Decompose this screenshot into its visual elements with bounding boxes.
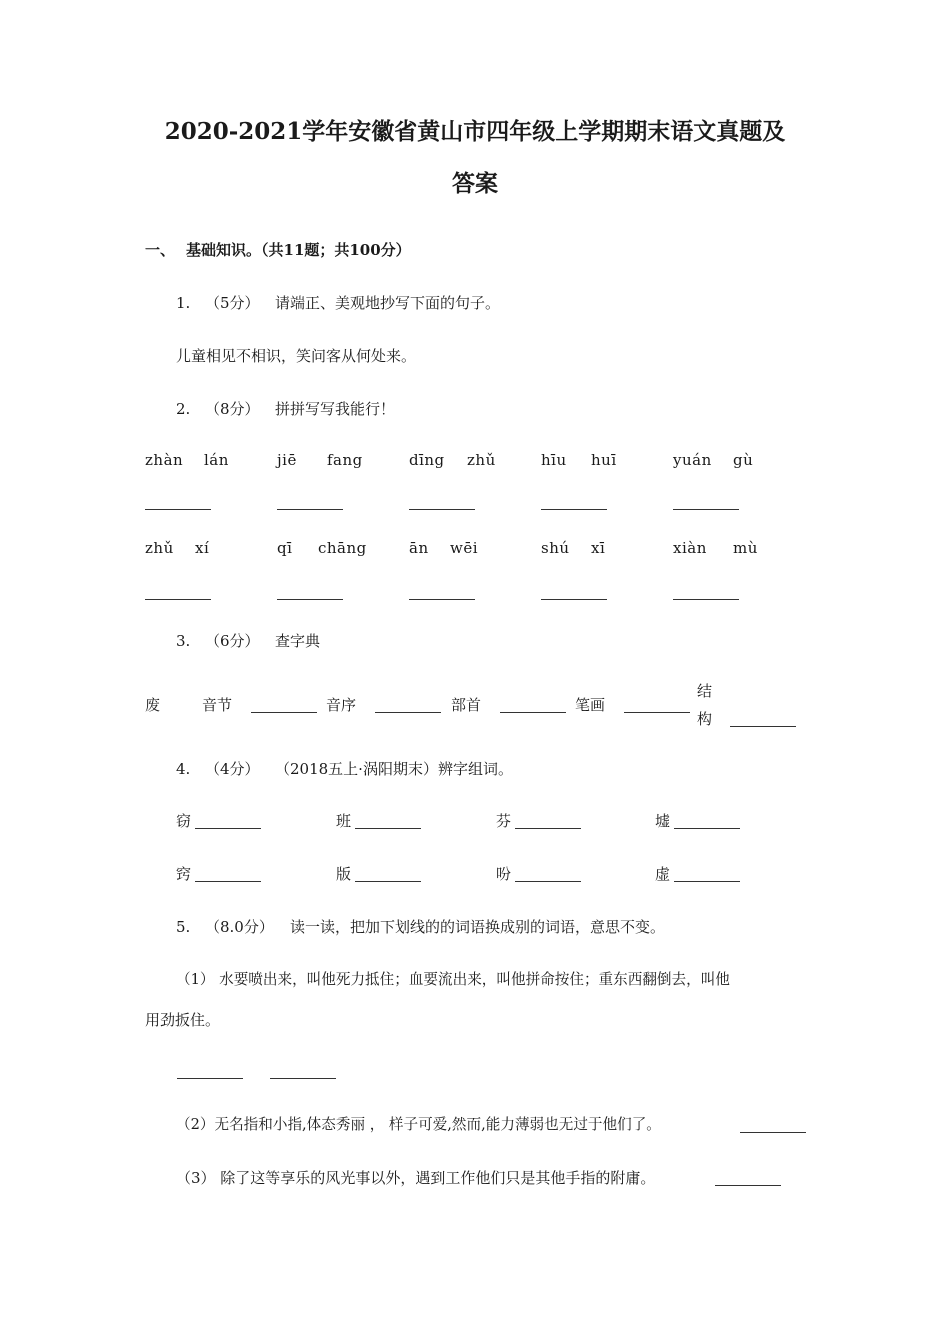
answer-blank[interactable]: [515, 828, 581, 829]
q2-score: （8分）: [205, 400, 260, 418]
answer-blank[interactable]: [674, 828, 740, 829]
pinyin-9a: shú: [541, 539, 570, 557]
answer-blank[interactable]: [195, 881, 261, 882]
answer-blank[interactable]: [277, 599, 343, 600]
pinyin-2b: fang: [327, 451, 363, 469]
q4-number: 4.: [176, 760, 191, 778]
answer-blank[interactable]: [195, 828, 261, 829]
pinyin-4b: huī: [591, 451, 617, 469]
q4-char: 墟: [655, 812, 671, 830]
answer-blank[interactable]: [375, 712, 441, 713]
q1-number: 1.: [176, 294, 191, 312]
q3-label-strokes: 笔画: [575, 696, 606, 714]
pinyin-4a: hīu: [541, 451, 567, 469]
pinyin-10a: xiàn: [673, 539, 707, 557]
pinyin-5b: gù: [733, 451, 754, 469]
q3-character: 废: [145, 696, 161, 714]
answer-blank[interactable]: [277, 509, 343, 510]
answer-blank[interactable]: [355, 828, 421, 829]
q1-sentence: 儿童相见不相识，笑问客从何处来。: [176, 347, 417, 365]
q4-char: 版: [336, 865, 352, 883]
answer-blank[interactable]: [624, 712, 690, 713]
pinyin-1b: lán: [204, 451, 229, 469]
answer-blank[interactable]: [251, 712, 317, 713]
answer-blank[interactable]: [515, 881, 581, 882]
answer-blank[interactable]: [740, 1132, 806, 1133]
q3-label-letter-order: 音序: [326, 696, 357, 714]
document-title-line-2: 答案: [452, 170, 498, 197]
q1-score: （5分）: [205, 294, 260, 312]
pinyin-8b: wēi: [450, 539, 479, 557]
answer-blank[interactable]: [674, 881, 740, 882]
answer-blank[interactable]: [409, 599, 475, 600]
q4-char: 窍: [176, 865, 192, 883]
answer-blank[interactable]: [270, 1078, 336, 1079]
pinyin-1a: zhàn: [145, 451, 184, 469]
q3-label-syllable: 音节: [202, 696, 233, 714]
q3-label-structure-top: 结: [697, 682, 713, 700]
answer-blank[interactable]: [355, 881, 421, 882]
q3-number: 3.: [176, 632, 191, 650]
q4-prompt: （2018五上·涡阳期末）辨字组词。: [275, 760, 513, 778]
q5-number: 5.: [176, 918, 191, 936]
q5-item-3: （3） 除了这等享乐的风光事以外，遇到工作他们只是其他手指的附庸。: [176, 1169, 656, 1187]
answer-blank[interactable]: [177, 1078, 243, 1079]
q3-score: （6分）: [205, 632, 260, 650]
answer-blank[interactable]: [673, 599, 739, 600]
q5-prompt: 读一读，把加下划线的的词语换成别的词语，意思不变。: [290, 918, 666, 936]
pinyin-5a: yuán: [673, 451, 712, 469]
answer-blank[interactable]: [409, 509, 475, 510]
answer-blank[interactable]: [730, 726, 796, 727]
q4-char: 班: [336, 812, 352, 830]
answer-blank[interactable]: [145, 509, 211, 510]
q3-label-structure-bottom: 构: [697, 710, 713, 728]
q4-char: 虚: [655, 865, 671, 883]
pinyin-7a: qī: [277, 539, 293, 557]
q4-char: 芬: [496, 812, 512, 830]
q1-prompt: 请端正、美观地抄写下面的句子。: [275, 294, 501, 312]
answer-blank[interactable]: [541, 599, 607, 600]
q5-item-1-line-2: 用劲扳住。: [145, 1011, 221, 1029]
pinyin-2a: jiē: [277, 451, 297, 469]
answer-blank[interactable]: [541, 509, 607, 510]
q3-label-radical: 部首: [451, 696, 482, 714]
pinyin-6b: xí: [195, 539, 210, 557]
answer-blank[interactable]: [145, 599, 211, 600]
pinyin-6a: zhǔ: [145, 539, 174, 557]
q5-score: （8.0分）: [205, 918, 274, 936]
q5-item-1-line-1: （1） 水要喷出来，叫他死力抵住；血要流出来，叫他拼命按住；重东西翻倒去，叫他: [176, 971, 730, 988]
q2-prompt: 拼拼写写我能行！: [275, 400, 396, 418]
answer-blank[interactable]: [673, 509, 739, 510]
q4-char: 窃: [176, 812, 192, 830]
pinyin-3a: dīng: [409, 451, 445, 469]
pinyin-7b: chāng: [318, 539, 367, 557]
section-heading: 基础知识。（共11题；共100分）: [186, 241, 411, 259]
document-title-line-1: 2020-2021学年安徽省黄山市四年级上学期期末语文真题及: [164, 118, 786, 145]
pinyin-8a: ān: [409, 539, 429, 557]
answer-blank[interactable]: [715, 1185, 781, 1186]
q2-number: 2.: [176, 400, 191, 418]
q4-score: （4分）: [205, 760, 260, 778]
section-number: 一、: [145, 241, 176, 259]
pinyin-9b: xī: [591, 539, 606, 557]
q4-char: 吩: [496, 865, 512, 883]
q5-item-2: （2）无名指和小指,体态秀丽 ， 样子可爱,然而,能力薄弱也无过于他们了。: [176, 1116, 661, 1133]
pinyin-3b: zhǔ: [467, 451, 496, 469]
q3-prompt: 查字典: [275, 632, 321, 650]
answer-blank[interactable]: [500, 712, 566, 713]
pinyin-10b: mù: [733, 539, 758, 557]
